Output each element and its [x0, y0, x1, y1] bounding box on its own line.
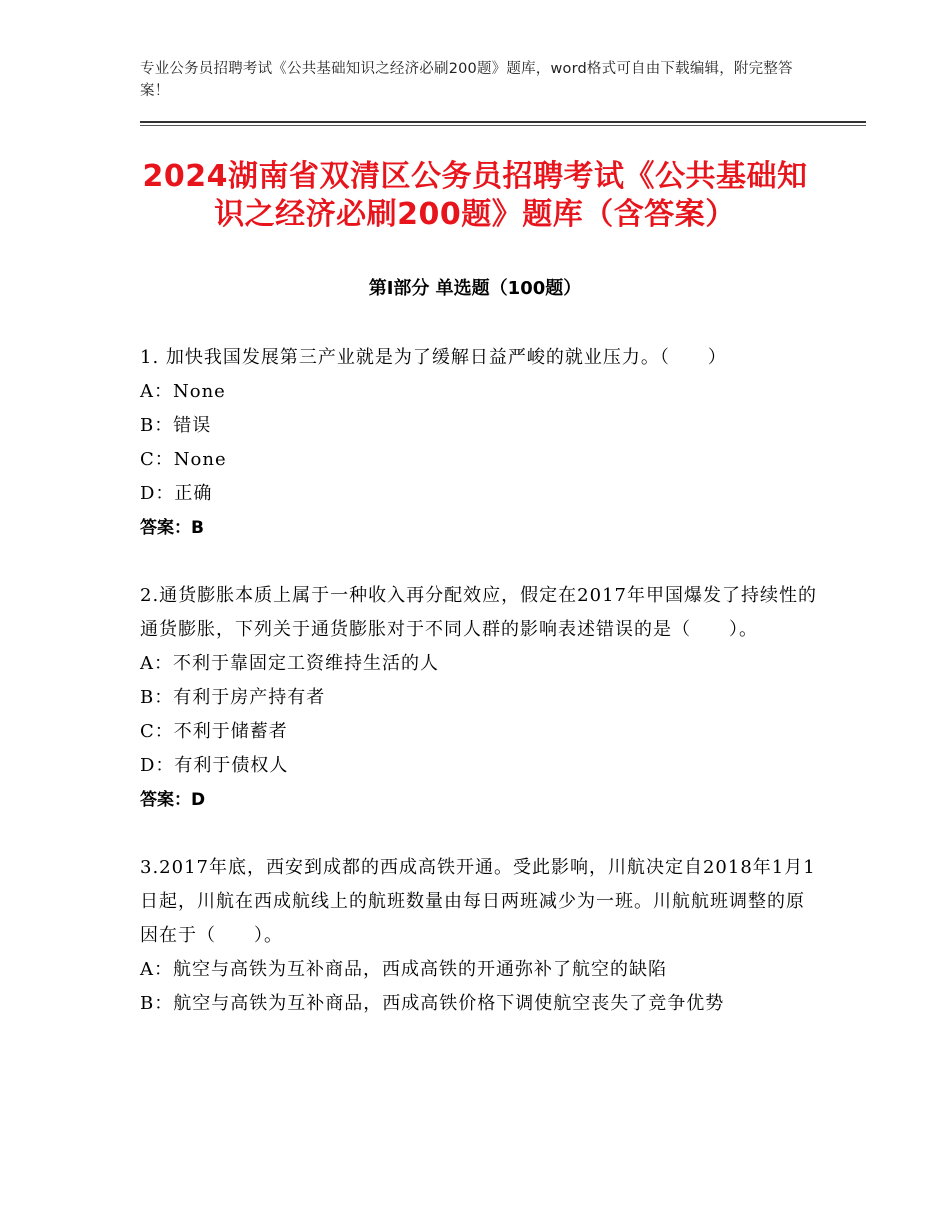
- question-3: [140, 851, 820, 1021]
- document-title: 2024湖南省双清区公务员招聘考试《公共基础知识之经济必刷200题》题库（含答案）: [142, 159, 808, 232]
- question-2: [140, 579, 820, 817]
- option-b: B：航空与高铁为互补商品，西成高铁价格下调使航空丧失了竞争优势: [140, 993, 725, 1014]
- header-divider-thick: [140, 121, 866, 123]
- option-d: D：正确: [140, 483, 213, 504]
- answer: 答案：D: [140, 790, 206, 810]
- question-1: [140, 341, 820, 545]
- question-stem: 2.通货膨胀本质上属于一种收入再分配效应，假定在2017年甲国爆发了持续性的通货膨胀，下列关于通货膨胀对于不同人群的影响表述错误的是（ ）。: [140, 585, 817, 640]
- option-a: A：None: [140, 381, 226, 402]
- option-b: B：有利于房产持有者: [140, 687, 326, 708]
- option-a: A：航空与高铁为互补商品，西成高铁的开通弥补了航空的缺陷: [140, 959, 667, 980]
- question-stem: 1. 加快我国发展第三产业就是为了缓解日益严峻的就业压力。（ ）: [140, 347, 727, 368]
- answer: 答案：B: [140, 518, 204, 538]
- option-d: D：有利于债权人: [140, 755, 289, 776]
- header-divider-thin: [140, 125, 866, 126]
- option-a: A：不利于靠固定工资维持生活的人: [140, 653, 439, 674]
- option-c: C：None: [140, 449, 227, 470]
- option-c: C：不利于储蓄者: [140, 721, 288, 742]
- question-list: [140, 341, 820, 1055]
- header-note: 专业公务员招聘考试《公共基础知识之经济必刷200题》题库，word格式可自由下载编辑，附完整答案！: [140, 61, 793, 99]
- section-title: 第Ⅰ部分 单选题（100题）: [368, 278, 582, 299]
- question-stem: 3.2017年底，西安到成都的西成高铁开通。受此影响，川航决定自2018年1月1日起，川航在西成航线上的航班数量由每日两班减少为一班。川航航班调整的原因在于（ ）。: [140, 857, 816, 946]
- option-b: B：错误: [140, 415, 212, 436]
